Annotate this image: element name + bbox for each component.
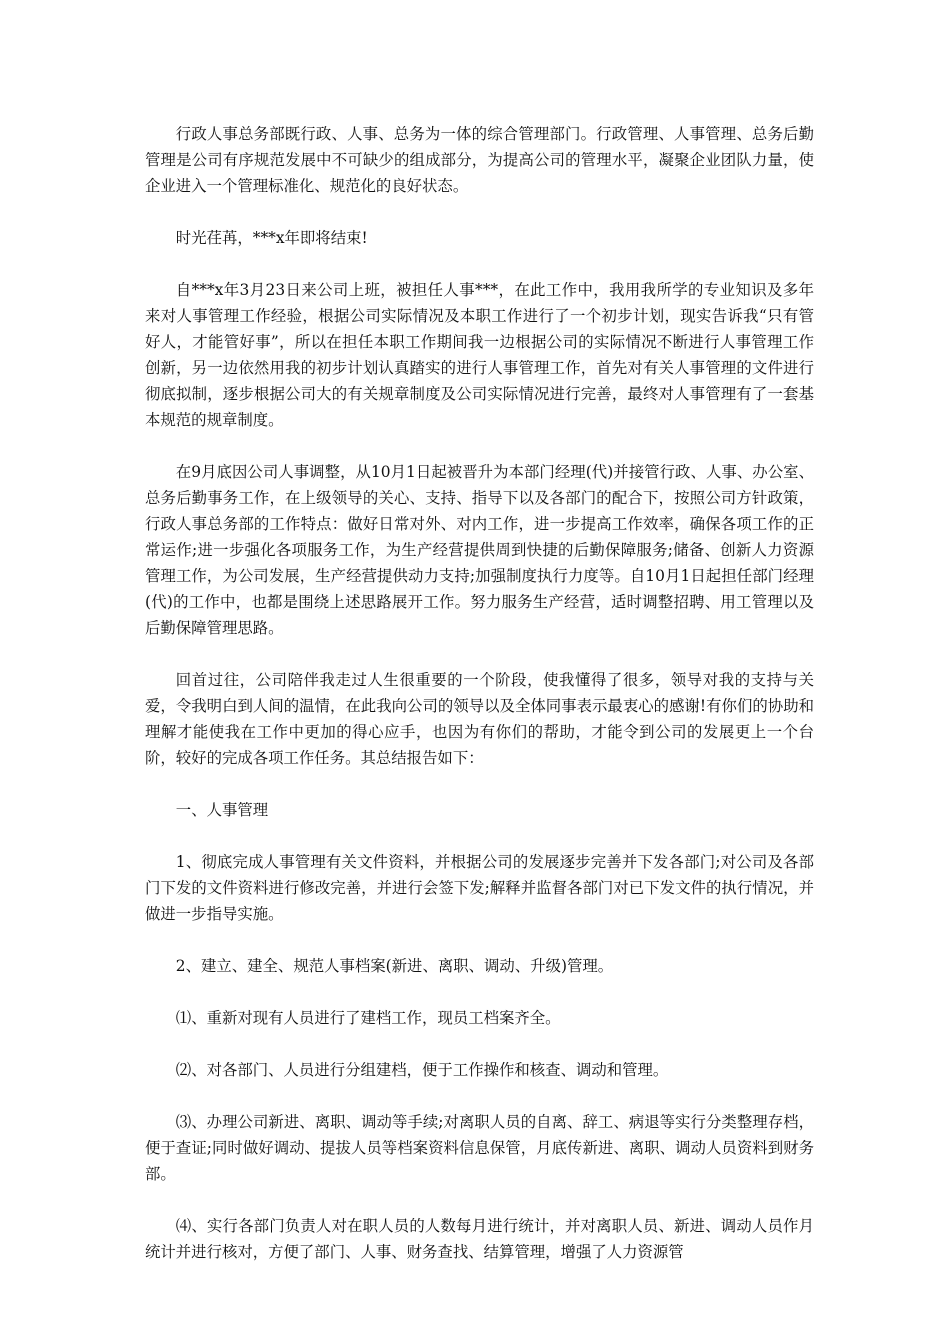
subitem-4-paragraph: ⑷、实行各部门负责人对在职人员的人数每月进行统计，并对离职人员、新进、调动人员作月统计并进行核对，方便了部门、人事、财务查找、结算管理，增强了人力资源管 — [145, 1217, 814, 1261]
year-end-paragraph: 时光荏苒，***x年即将结束! — [175, 229, 368, 247]
item-1-paragraph: 1、彻底完成人事管理有关文件资料，并根据公司的发展逐步完善并下发各部门;对公司及各部门下发的文件资料进行修改完善，并进行会签下发;解释并监督各部门对已下发文件的执行情况，并做进一步指导实施。 — [145, 853, 814, 923]
gratitude-paragraph: 回首过往，公司陪伴我走过人生很重要的一个阶段，使我懂得了很多，领导对我的支持与关爱，令我明白到人间的温情，在此我向公司的领导以及全体同事表示最衷心的感谢!有你们的协助和理解才能使我在工作中更加的得心应手，也因为有你们的帮助，才能令到公司的发展更上一个台阶，较好的完成各项工作任务。其总结报告如下： — [145, 671, 814, 767]
subitem-3-paragraph: ⑶、办理公司新进、离职、调动等手续;对离职人员的自离、辞工、病退等实行分类整理存档，便于查证;同时做好调动、提拔人员等档案资料信息保管，月底传新进、离职、调动人员资料到财务部。 — [145, 1113, 814, 1183]
subitem-1-paragraph: ⑴、重新对现有人员进行了建档工作，现员工档案齐全。 — [175, 1009, 561, 1027]
subitem-2-paragraph: ⑵、对各部门、人员进行分组建档，便于工作操作和核查、调动和管理。 — [175, 1061, 669, 1079]
intro-paragraph: 行政人事总务部既行政、人事、总务为一体的综合管理部门。行政管理、人事管理、总务后勤管理是公司有序规范发展中不可缺少的组成部分，为提高公司的管理水平，凝聚企业团队力量，使企业进入一个管理标准化、规范化的良好状态。 — [145, 125, 814, 195]
background-paragraph: 自***x年3月23日来公司上班，被担任人事***，在此工作中，我用我所学的专业知识及多年来对人事管理工作经验，根据公司实际情况及本职工作进行了一个初步计划，现实告诉我“只有管好人，才能管好事”，所以在担任本职工作期间我一边根据公司的实际情况不断进行人事管理工作创新，另一边依然用我的初步计划认真踏实的进行人事管理工作，首先对有关人事管理的文件进行彻底拟制，逐步根据公司大的有关规章制度及公司实际情况进行完善，最终对人事管理有了一套基本规范的规章制度。 — [145, 281, 814, 429]
section-heading: 一、人事管理 — [175, 801, 269, 819]
item-2-paragraph: 2、建立、建全、规范人事档案(新进、离职、调动、升级)管理。 — [175, 957, 614, 975]
promotion-paragraph: 在9月底因公司人事调整，从10月1日起被晋升为本部门经理(代)并接管行政、人事、办公室、总务后勤事务工作，在上级领导的关心、支持、指导下以及各部门的配合下，按照公司方针政策，行政人事总务部的工作特点：做好日常对外、对内工作，进一步提高工作效率，确保各项工作的正常运作;进一步强化各项服务工作，为生产经营提供周到快捷的后勤保障服务;储备、创新人力资源管理工作，为公司发展，生产经营提供动力支持;加强制度执行力度等。自10月1日起担任部门经理(代)的工作中，也都是围绕上述思路展开工作。努力服务生产经营，适时调整招聘、用工管理以及后勤保障管理思路。 — [145, 463, 814, 637]
